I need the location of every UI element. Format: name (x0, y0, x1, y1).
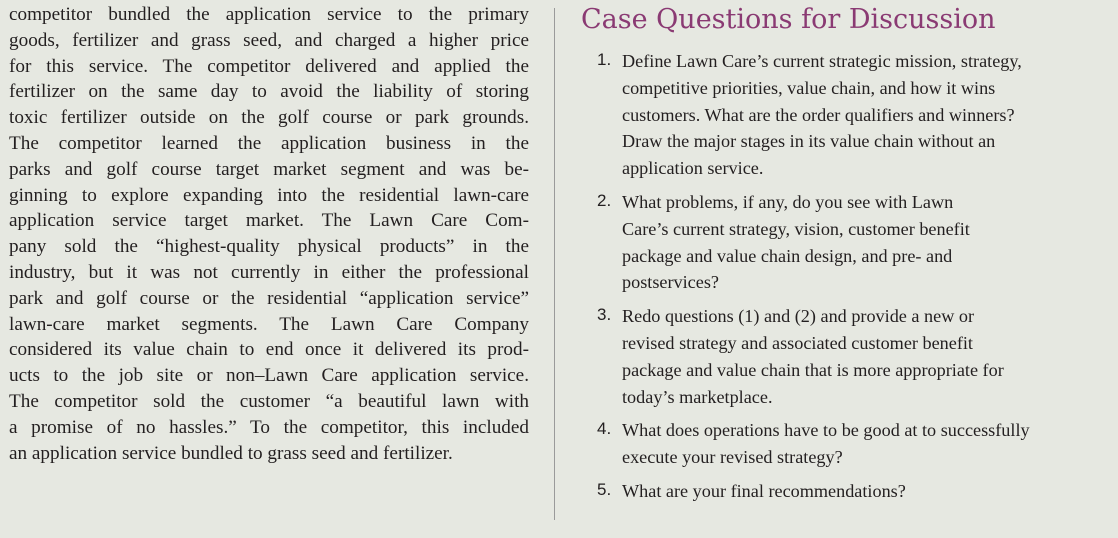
question-line: Redo questions (1) and (2) and provide a new or (622, 306, 975, 327)
body-line: The competitor learned the application business in the (9, 132, 529, 154)
body-line: considered its value chain to end once it delivered its prod- (9, 339, 529, 361)
body-line: goods, fertilizer and grass seed, and charged a higher price (9, 29, 529, 51)
question-item (581, 189, 1111, 296)
body-line: industry, but it was not currently in either the professional (9, 261, 529, 283)
body-line: application service target market. The Lawn Care Com- (9, 210, 529, 232)
section-heading: Case Questions for Discussion (581, 4, 996, 35)
body-line: fertilizer on the same day to avoid the liability of storing (9, 81, 529, 103)
question-line: Define Lawn Care’s current strategic mission, strategy, (622, 51, 1022, 71)
question-number: 3. (597, 305, 612, 325)
question-line: package and value chain that is more appropriate for (622, 359, 1004, 380)
body-line: ucts to the job site or non–Lawn Care application service. (9, 365, 529, 387)
question-line: What problems, if any, do you see with Lawn (622, 191, 954, 212)
body-line: toxic fertilizer outside on the golf course or park grounds. (9, 107, 529, 129)
body-line: an application service bundled to grass seed and fertilizer. (9, 442, 453, 464)
body-line: lawn-care market segments. The Lawn Care Company (9, 313, 529, 335)
question-line: Care’s current strategy, vision, customer benefit (622, 218, 970, 239)
question-number: 2. (597, 190, 612, 210)
body-line: The competitor sold the customer “a beautiful lawn with (9, 390, 529, 412)
body-line: competitor bundled the application service to the primary (9, 4, 529, 25)
question-item (581, 48, 1111, 182)
question-line: package and value chain design, and pre- and (622, 245, 953, 266)
body-line: pany sold the “highest-quality physical products” in the (9, 236, 529, 258)
question-line: What does operations have to be good at to successfully (622, 420, 1030, 441)
question-line: competitive priorities, value chain, and how it wins (622, 77, 996, 98)
question-line: execute your revised strategy? (622, 447, 843, 468)
question-line: Draw the major stages in its value chain without an (622, 131, 996, 152)
question-line: What are your final recommendations? (622, 480, 906, 501)
question-line: application service. (622, 158, 764, 179)
body-line: parks and golf course target market segment and was be- (9, 158, 529, 180)
question-line: postservices? (622, 272, 719, 293)
question-item (581, 303, 1111, 410)
column-divider (554, 8, 555, 520)
question-number: 1. (597, 50, 612, 69)
body-line: park and golf course or the residential “application service” (9, 287, 529, 309)
case-questions-section (581, 0, 1111, 512)
body-line: ginning to explore expanding into the residential lawn-care (9, 184, 529, 206)
question-line: customers. What are the order qualifiers and winners? (622, 104, 1015, 125)
question-line: revised strategy and associated customer benefit (622, 332, 973, 353)
question-number: 4. (597, 419, 612, 439)
question-item (581, 417, 1111, 471)
body-line: for this service. The competitor delivered and applied the (9, 55, 529, 77)
question-number: 5. (597, 479, 612, 499)
case-body-text (9, 2, 529, 466)
body-line: a promise of no hassles.” To the competitor, this included (9, 416, 529, 438)
question-item (581, 478, 1111, 505)
question-line: today’s marketplace. (622, 386, 773, 407)
